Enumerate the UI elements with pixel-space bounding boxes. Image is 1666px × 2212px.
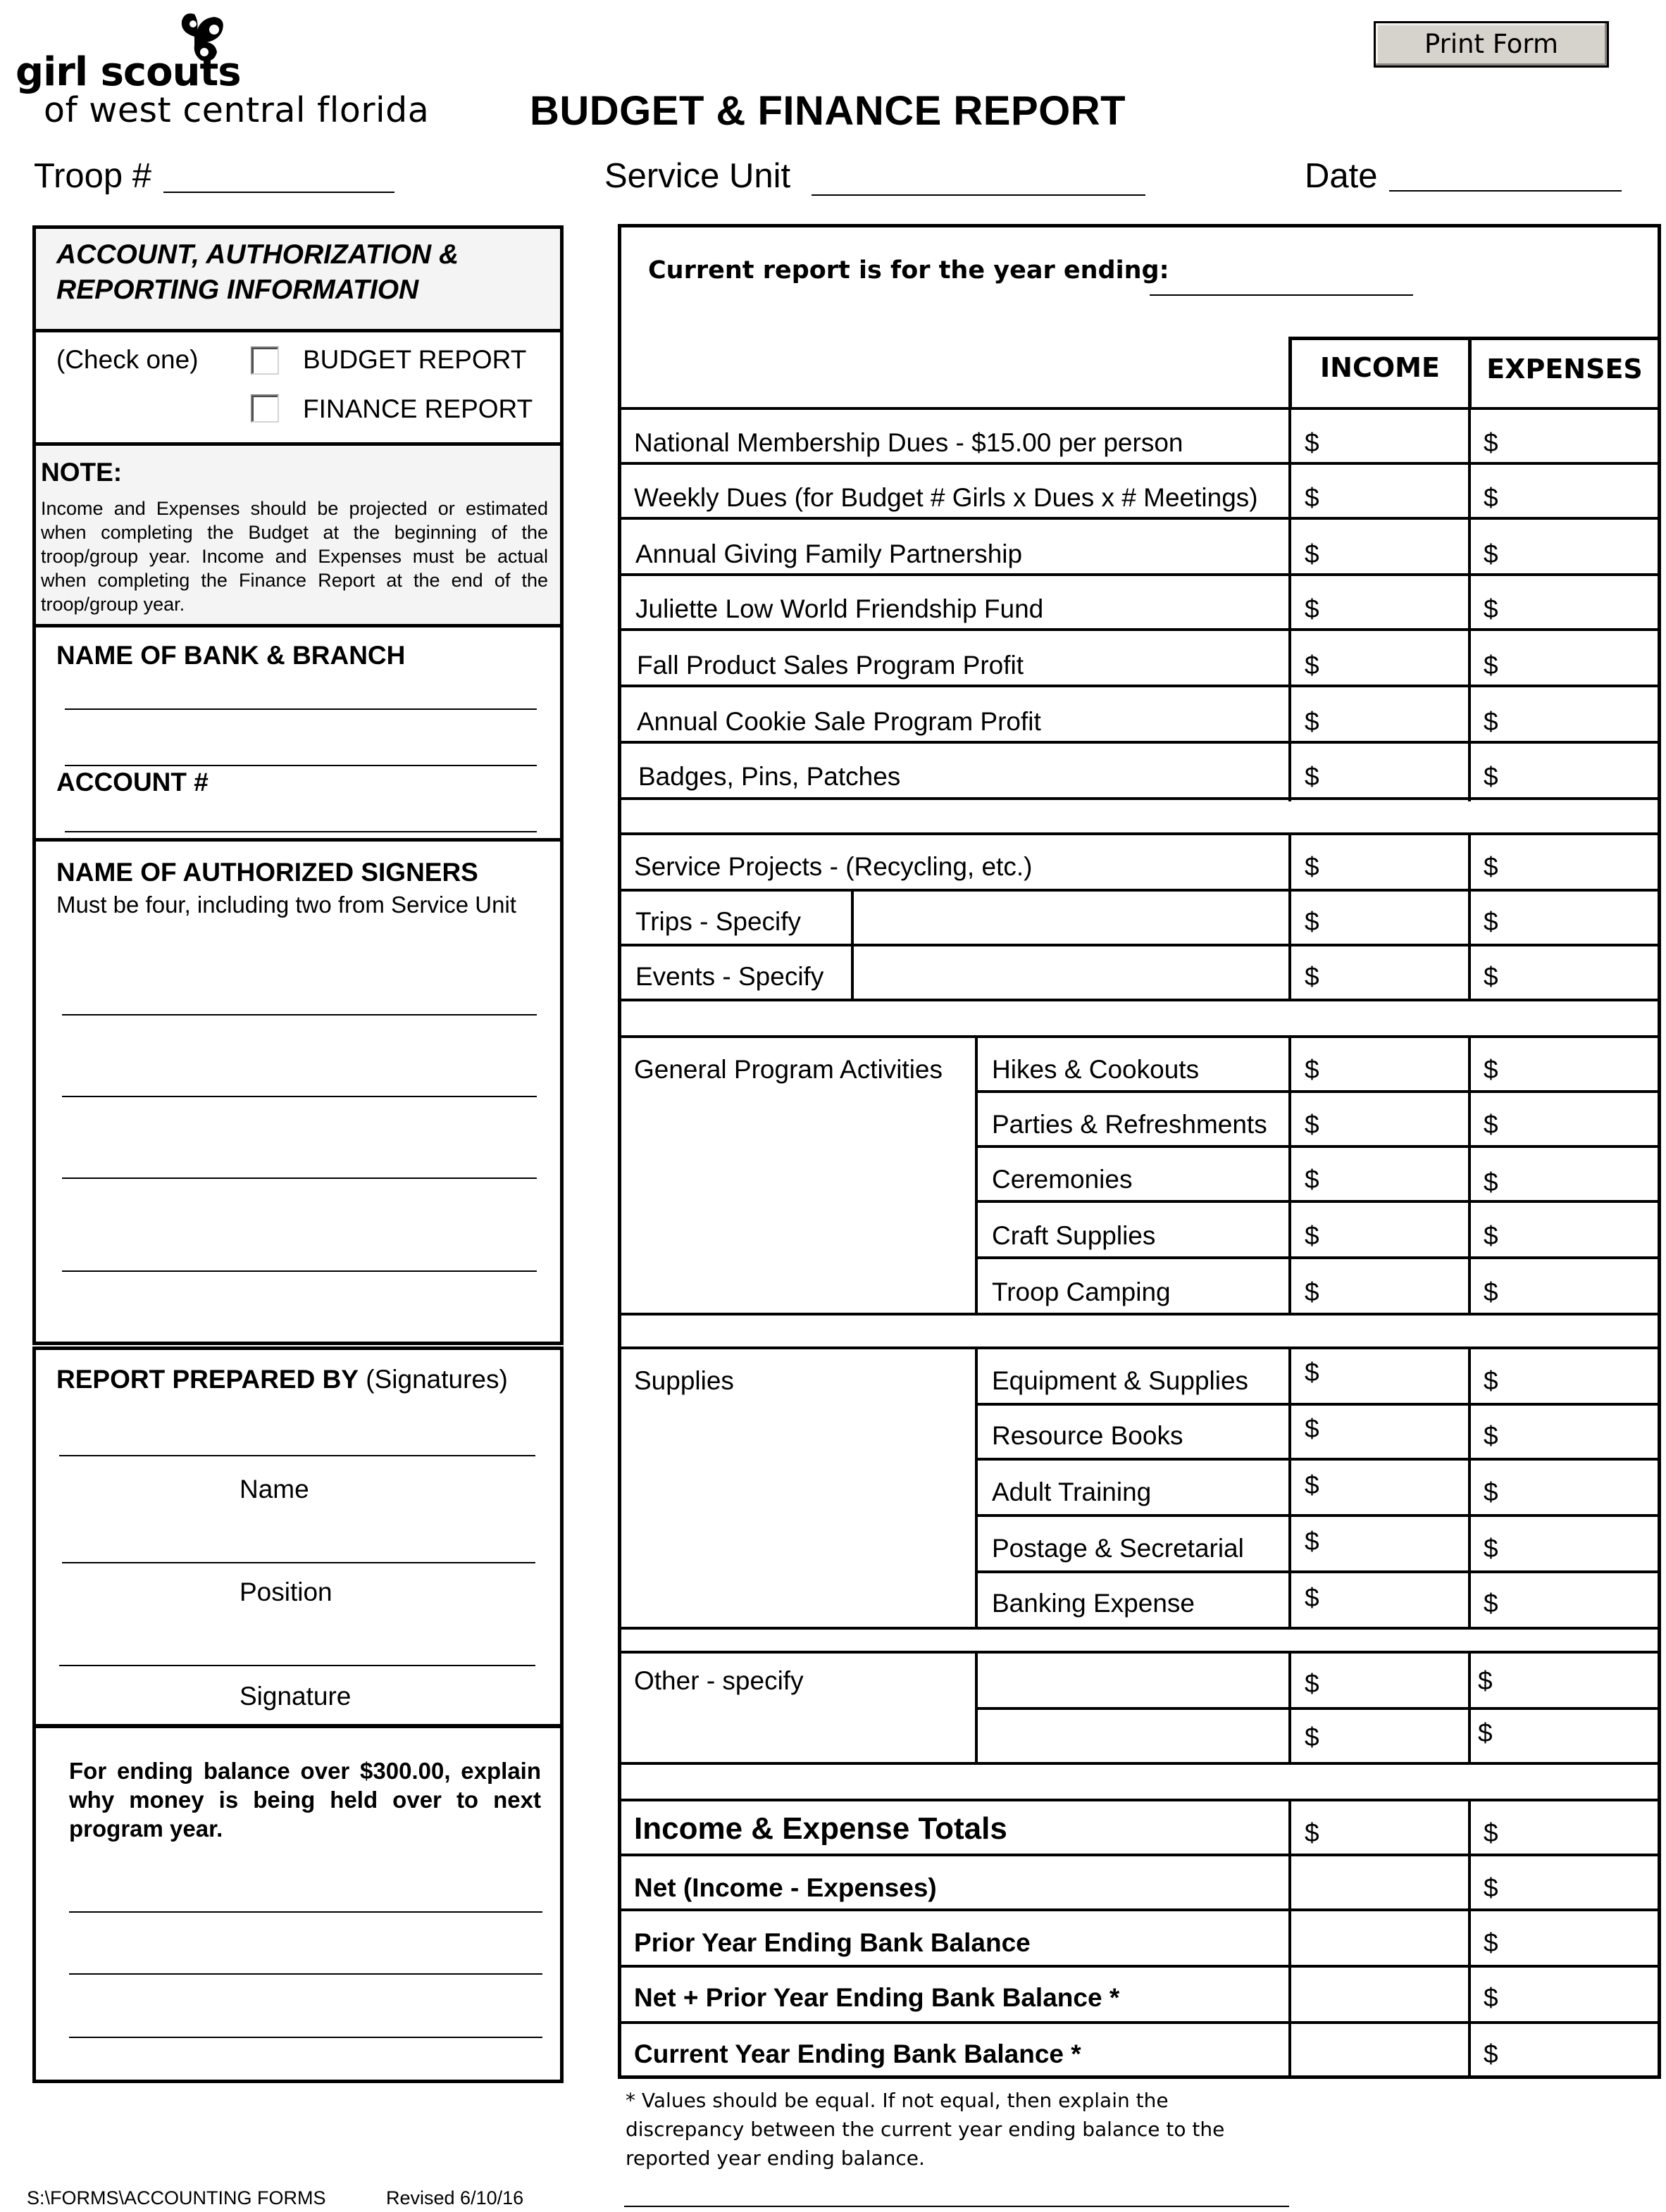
- table-rule: [618, 1313, 1661, 1316]
- expense-amount-field[interactable]: $: [1484, 428, 1498, 457]
- income-amount-field[interactable]: $: [1305, 1358, 1319, 1387]
- table-rule: [975, 1145, 1661, 1148]
- expense-amount-field[interactable]: $: [1478, 1718, 1493, 1747]
- row-label-fall-product: Fall Product Sales Program Profit: [637, 651, 1024, 680]
- income-amount-field[interactable]: $: [1305, 1669, 1319, 1698]
- account-number-field[interactable]: [65, 799, 537, 832]
- date-field[interactable]: [1389, 156, 1622, 192]
- table-rule: [618, 1762, 1661, 1765]
- table-rule: [618, 685, 1661, 687]
- expense-amount-field[interactable]: $: [1484, 1110, 1498, 1139]
- table-rule: [618, 1799, 1661, 1801]
- income-amount-field[interactable]: $: [1305, 1470, 1319, 1499]
- discrepancy-field[interactable]: [624, 2169, 1289, 2207]
- table-rule: [975, 1403, 1661, 1406]
- signature-caption: Signature: [240, 1682, 352, 1711]
- table-rule: [975, 1514, 1661, 1517]
- expense-amount-field[interactable]: $: [1484, 907, 1498, 936]
- income-amount-field[interactable]: $: [1305, 539, 1319, 568]
- date-label: Date: [1305, 157, 1378, 195]
- budget-report-checkbox[interactable]: [251, 346, 279, 375]
- row-label-general-program: General Program Activities: [634, 1055, 943, 1084]
- preparer-position-field[interactable]: [62, 1530, 535, 1563]
- authorized-signers-label: NAME OF AUTHORIZED SIGNERS: [56, 858, 478, 887]
- check-one-label: (Check one): [56, 345, 199, 374]
- income-amount-field[interactable]: $: [1305, 594, 1319, 623]
- budget-report-label: BUDGET REPORT: [303, 345, 527, 374]
- expense-amount-field[interactable]: $: [1484, 1221, 1498, 1250]
- table-rule: [975, 1570, 1661, 1573]
- finance-report-checkbox[interactable]: [251, 394, 279, 423]
- row-label-totals: Income & Expense Totals: [634, 1811, 1007, 1846]
- preparer-signature-field[interactable]: [59, 1632, 535, 1666]
- expense-amount-field[interactable]: $: [1484, 539, 1498, 568]
- income-amount-field[interactable]: $: [1305, 483, 1319, 512]
- prepared-by-label: REPORT PREPARED BY: [56, 1365, 359, 1394]
- table-rule: [618, 407, 1661, 410]
- row-label-current-balance: Current Year Ending Bank Balance *: [634, 2039, 1081, 2068]
- year-ending-label: Current report is for the year ending:: [648, 256, 1169, 285]
- income-amount-field[interactable]: $: [1305, 1221, 1319, 1250]
- row-label-ceremonies: Ceremonies: [992, 1165, 1133, 1194]
- income-amount-field[interactable]: $: [1305, 1055, 1319, 1084]
- income-amount-field[interactable]: $: [1305, 907, 1319, 936]
- logo-subtitle: of west central florida: [44, 90, 430, 130]
- table-rule: [618, 462, 1661, 465]
- expense-amount-field[interactable]: $: [1484, 651, 1498, 680]
- table-rule: [975, 1090, 1661, 1093]
- table-rule: [618, 999, 1661, 1001]
- row-label-banking: Banking Expense: [992, 1589, 1195, 1618]
- table-rule: [975, 1707, 1661, 1710]
- row-label-resource-books: Resource Books: [992, 1421, 1183, 1450]
- expense-amount-field[interactable]: $: [1484, 1534, 1498, 1563]
- table-rule: [618, 1346, 1661, 1349]
- prepared-by-heading: [56, 1365, 508, 1394]
- income-amount-field[interactable]: $: [1305, 1110, 1319, 1139]
- note-text: Income and Expenses should be projected or estimated when completing the Budget at the beginning of the troop/group year. Income and Expenses must be actual when completing the Finance Report at the end of the troop/group year.: [41, 498, 548, 615]
- table-rule: [975, 1256, 1661, 1259]
- table-rule: [618, 944, 1661, 946]
- table-rule: [618, 517, 1661, 520]
- table-rule: [618, 573, 1661, 576]
- income-amount-field[interactable]: $: [1305, 1414, 1319, 1443]
- finance-report-label: FINANCE REPORT: [303, 394, 533, 423]
- expense-amount-field[interactable]: $: [1484, 1983, 1498, 2012]
- table-rule: [618, 797, 1661, 800]
- table-rule: [618, 832, 1661, 835]
- table-rule: [618, 2021, 1661, 2024]
- service-unit-label: Service Unit: [604, 157, 791, 195]
- row-label-membership-dues: National Membership Dues - $15.00 per person: [634, 428, 1183, 457]
- row-label-adult-training: Adult Training: [992, 1477, 1152, 1506]
- row-label-net: Net (Income - Expenses): [634, 1873, 937, 1902]
- signer-field-3[interactable]: [62, 1144, 537, 1179]
- table-rule: [975, 1458, 1661, 1461]
- row-label-events: Events - Specify: [635, 962, 824, 991]
- row-label-trips: Trips - Specify: [635, 907, 802, 936]
- service-unit-field[interactable]: [812, 156, 1145, 196]
- expense-amount-field[interactable]: $: [1484, 1277, 1498, 1306]
- expense-amount-field[interactable]: $: [1484, 1168, 1498, 1196]
- bank-name-field-1[interactable]: [65, 676, 537, 710]
- explanation-field-3[interactable]: [69, 2004, 542, 2038]
- signer-field-2[interactable]: [62, 1062, 537, 1097]
- authorized-signers-subtitle: Must be four, including two from Service Unit: [56, 892, 516, 918]
- expense-amount-field[interactable]: $: [1478, 1666, 1493, 1695]
- row-label-juliette-low: Juliette Low World Friendship Fund: [635, 594, 1044, 623]
- expense-amount-field[interactable]: $: [1484, 962, 1498, 991]
- income-amount-field[interactable]: $: [1305, 962, 1319, 991]
- row-label-prior-balance: Prior Year Ending Bank Balance: [634, 1928, 1031, 1957]
- print-form-button[interactable]: Print Form: [1374, 21, 1609, 68]
- row-label-weekly-dues: Weekly Dues (for Budget # Girls x Dues x # Meetings): [634, 483, 1258, 512]
- row-label-equipment: Equipment & Supplies: [992, 1366, 1249, 1395]
- expense-amount-field[interactable]: $: [1484, 1366, 1498, 1395]
- row-label-craft-supplies: Craft Supplies: [992, 1221, 1156, 1250]
- row-label-badges: Badges, Pins, Patches: [638, 762, 901, 791]
- expense-amount-field[interactable]: $: [1484, 1055, 1498, 1084]
- income-amount-field[interactable]: $: [1305, 1527, 1319, 1556]
- table-rule: [618, 1627, 1661, 1630]
- expense-amount-field[interactable]: $: [1484, 483, 1498, 512]
- footer-path: S:\FORMS\ACCOUNTING FORMS: [27, 2187, 326, 2208]
- row-label-annual-giving: Annual Giving Family Partnership: [635, 539, 1023, 568]
- troop-label: Troop #: [34, 157, 152, 195]
- table-rule: [618, 1965, 1661, 1968]
- account-number-label: ACCOUNT #: [56, 768, 209, 796]
- table-rule: [618, 1854, 1661, 1856]
- bank-name-label: NAME OF BANK & BRANCH: [56, 641, 406, 670]
- expense-amount-field[interactable]: $: [1484, 1421, 1498, 1450]
- expense-amount-field[interactable]: $: [1484, 852, 1498, 881]
- prepared-by-subtitle: (Signatures): [366, 1365, 508, 1394]
- note-label: NOTE:: [41, 458, 123, 487]
- footnote-text: * Values should be equal. If not equal, then explain the discrepancy between the current year ending balance to the reported year ending balance.: [626, 2089, 1225, 2170]
- signer-field-4[interactable]: [62, 1237, 537, 1272]
- expense-amount-field[interactable]: $: [1484, 2039, 1498, 2068]
- income-amount-field[interactable]: $: [1305, 852, 1319, 881]
- ending-balance-note: For ending balance over $300.00, explain why money is being held over to next program year.: [69, 1758, 541, 1842]
- table-rule: [618, 1035, 1661, 1038]
- explanation-field-2[interactable]: [69, 1941, 542, 1975]
- section-title-line2: REPORTING INFORMATION: [56, 275, 419, 305]
- name-caption: Name: [240, 1475, 309, 1504]
- expense-amount-field[interactable]: $: [1484, 762, 1498, 791]
- logo-name: girl scouts: [15, 49, 241, 95]
- table-rule: [618, 889, 1661, 892]
- section-title-line1: ACCOUNT, AUTHORIZATION &: [56, 239, 459, 270]
- explanation-field-1[interactable]: [69, 1879, 542, 1913]
- income-amount-field[interactable]: $: [1305, 1165, 1319, 1194]
- expenses-column-header: EXPENSES: [1486, 354, 1643, 385]
- year-ending-field[interactable]: [1150, 261, 1413, 296]
- income-amount-field[interactable]: $: [1305, 1583, 1319, 1612]
- expense-amount-field[interactable]: $: [1484, 1928, 1498, 1957]
- income-amount-field[interactable]: $: [1305, 1818, 1319, 1847]
- expense-amount-field[interactable]: $: [1484, 594, 1498, 623]
- income-column-header: INCOME: [1320, 352, 1440, 383]
- income-amount-field[interactable]: $: [1305, 707, 1319, 736]
- expense-amount-field[interactable]: $: [1484, 1589, 1498, 1618]
- table-rule: [618, 1908, 1661, 1911]
- row-label-supplies: Supplies: [634, 1366, 734, 1395]
- expense-amount-field[interactable]: $: [1484, 1818, 1498, 1847]
- expense-amount-field[interactable]: $: [1484, 1477, 1498, 1506]
- troop-field[interactable]: [163, 156, 394, 193]
- income-amount-field[interactable]: $: [1305, 1277, 1319, 1306]
- footer-revised: Revised 6/10/16: [386, 2187, 524, 2208]
- row-label-parties: Parties & Refreshments: [992, 1110, 1267, 1139]
- income-amount-field[interactable]: $: [1305, 651, 1319, 680]
- income-amount-field[interactable]: $: [1305, 1723, 1319, 1751]
- row-label-cookie-sale: Annual Cookie Sale Program Profit: [637, 707, 1041, 736]
- bank-name-field-2[interactable]: [65, 732, 537, 766]
- preparer-name-field[interactable]: [59, 1423, 535, 1456]
- income-amount-field[interactable]: $: [1305, 762, 1319, 791]
- table-rule: [975, 1200, 1661, 1203]
- income-amount-field[interactable]: $: [1305, 428, 1319, 457]
- row-label-service-projects: Service Projects - (Recycling, etc.): [634, 852, 1033, 881]
- row-label-postage: Postage & Secretarial: [992, 1534, 1244, 1563]
- page-title: BUDGET & FINANCE REPORT: [530, 88, 1126, 134]
- row-label-net-prior: Net + Prior Year Ending Bank Balance *: [634, 1983, 1120, 2012]
- row-label-troop-camping: Troop Camping: [992, 1277, 1171, 1306]
- expense-amount-field[interactable]: $: [1484, 707, 1498, 736]
- table-rule: [618, 628, 1661, 631]
- table-rule: [618, 741, 1661, 744]
- table-rule: [618, 1651, 1661, 1654]
- expense-amount-field[interactable]: $: [1484, 1873, 1498, 1902]
- position-caption: Position: [240, 1577, 332, 1606]
- row-label-other-specify: Other - specify: [634, 1666, 804, 1695]
- row-label-hikes: Hikes & Cookouts: [992, 1055, 1200, 1084]
- signer-field-1[interactable]: [62, 980, 537, 1016]
